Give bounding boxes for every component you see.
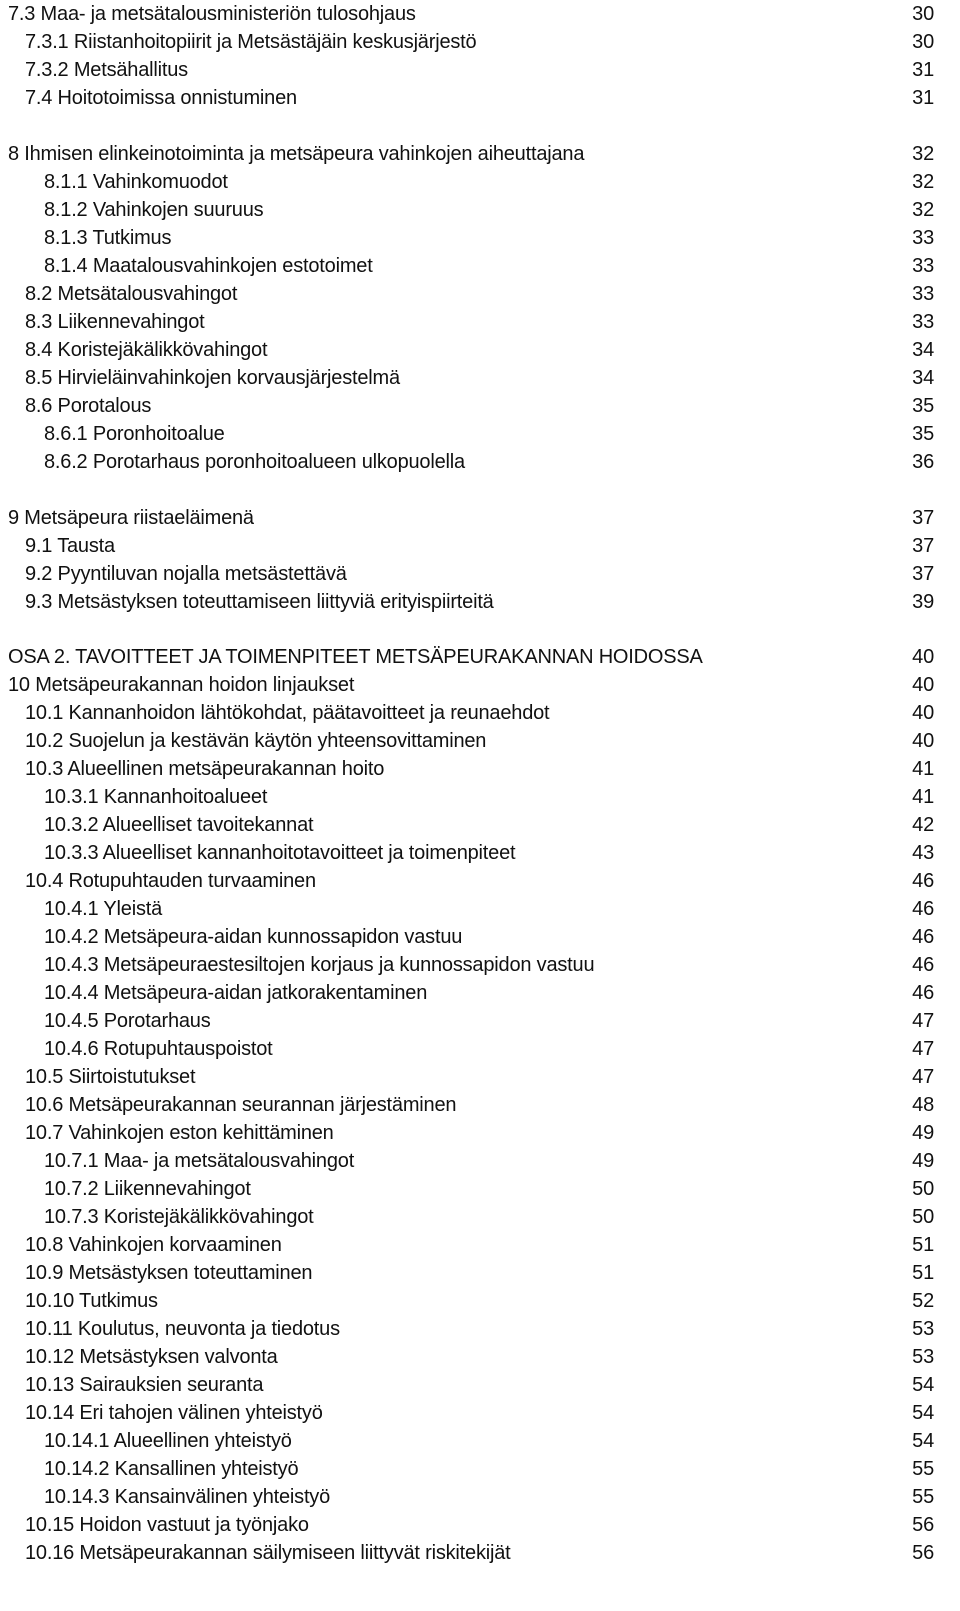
toc-entry-title: 10 Metsäpeurakannan hoidon linjaukset [8,674,355,696]
toc-entry-title: 10.7.3 Koristejäkälikkövahingot [44,1206,314,1228]
toc-entry-title: 10.14.3 Kansainvälinen yhteistyö [44,1486,331,1508]
toc-entry [0,755,960,783]
toc-entry-page-number: 33 [912,283,934,305]
toc-entry-page-number: 51 [912,1262,934,1284]
toc-entry-page-number: 54 [912,1402,934,1424]
toc-entry [0,811,960,839]
toc-entry-title: 7.3.1 Riistanhoitopiirit ja Metsästäjäin keskusjärjestö [25,31,477,53]
toc-entry-page-number: 46 [912,898,934,920]
toc-entry [0,0,960,28]
toc-entry [0,364,960,392]
toc-entry [0,308,960,336]
toc-entry-title: 8.1.4 Maatalousvahinkojen estotoimet [44,255,373,277]
toc-entry [0,1483,960,1511]
toc-entry-page-number: 55 [912,1486,934,1508]
toc-entry-page-number: 35 [912,395,934,417]
toc-entry-page-number: 32 [912,143,934,165]
toc-entry-page-number: 54 [912,1430,934,1452]
toc-entry [0,1371,960,1399]
toc-entry-title: 10.4.1 Yleistä [44,898,163,920]
toc-entry-page-number: 39 [912,591,934,613]
toc-entry-page-number: 53 [912,1318,934,1340]
toc-entry-page-number: 54 [912,1374,934,1396]
toc-entry-title: 8.6 Porotalous [25,395,152,417]
toc-entry-page-number: 34 [912,339,934,361]
toc-entry-title: 8.6.1 Poronhoitoalue [44,423,225,445]
toc-entry-title: 9.2 Pyyntiluvan nojalla metsästettävä [25,563,347,585]
toc-entry [0,699,960,727]
toc-entry [0,84,960,112]
toc-entry [0,951,960,979]
toc-entry [0,1455,960,1483]
toc-entry-page-number: 46 [912,954,934,976]
toc-entry-title: 8.5 Hirvieläinvahinkojen korvausjärjestelmä [25,367,400,389]
toc-entry-page-number: 43 [912,842,934,864]
toc-entry-title: 10.11 Koulutus, neuvonta ja tiedotus [25,1318,340,1340]
toc-entry-page-number: 46 [912,926,934,948]
toc-entry-title: 7.3.2 Metsähallitus [25,59,188,81]
toc-entry-title: 10.16 Metsäpeurakannan säilymiseen liittyvät riskitekijät [25,1542,511,1564]
toc-entry-page-number: 31 [912,87,934,109]
toc-entry-title: 9 Metsäpeura riistaeläimenä [8,507,254,529]
toc-entry [0,783,960,811]
toc-entry-title: 8.3 Liikennevahingot [25,311,205,333]
toc-entry-page-number: 49 [912,1122,934,1144]
toc-entry-page-number: 33 [912,255,934,277]
toc-entry [0,1147,960,1175]
toc-entry [0,1539,960,1567]
toc-entry-title: 10.14.2 Kansallinen yhteistyö [44,1458,299,1480]
toc-entry [0,1231,960,1259]
toc-entry-page-number: 56 [912,1542,934,1564]
toc-entry-page-number: 46 [912,870,934,892]
toc-entry-title: 10.13 Sairauksien seuranta [25,1374,264,1396]
toc-entry-page-number: 42 [912,814,934,836]
toc-entry-page-number: 46 [912,982,934,1004]
toc-entry-title: 10.7.2 Liikennevahingot [44,1178,251,1200]
toc-entry-page-number: 34 [912,367,934,389]
toc-entry-title: 7.4 Hoitotoimissa onnistuminen [25,87,297,109]
toc-entry [0,895,960,923]
toc-entry-title: 9.3 Metsästyksen toteuttamiseen liittyviä erityispiirteitä [25,591,494,613]
toc-entry [0,727,960,755]
toc-entry-title: 10.2 Suojelun ja kestävän käytön yhteensovittaminen [25,730,487,752]
toc-entry-page-number: 50 [912,1178,934,1200]
toc-entry [0,1511,960,1539]
toc-entry [0,140,960,168]
toc-entry-title: 8 Ihmisen elinkeinotoiminta ja metsäpeura vahinkojen aiheuttajana [8,143,585,165]
toc-entry-title: 10.4.3 Metsäpeuraestesiltojen korjaus ja kunnossapidon vastuu [44,954,595,976]
toc-entry-title: 10.9 Metsästyksen toteuttaminen [25,1262,313,1284]
toc-entry [0,867,960,895]
toc-entry-page-number: 47 [912,1010,934,1032]
toc-entry-title: 10.4.5 Porotarhaus [44,1010,211,1032]
toc-entry-page-number: 47 [912,1066,934,1088]
toc-entry [0,979,960,1007]
toc-entry-title: 10.10 Tutkimus [25,1290,158,1312]
toc-entry-title: 7.3 Maa- ja metsätalousministeriön tulosohjaus [8,3,416,25]
toc-entry-title: 10.3 Alueellinen metsäpeurakannan hoito [25,758,385,780]
toc-entry-title: 9.1 Tausta [25,535,115,557]
toc-entry [0,560,960,588]
toc-entry-page-number: 48 [912,1094,934,1116]
toc-entry [0,671,960,699]
toc-entry [0,448,960,476]
toc-entry [0,224,960,252]
toc-entry-page-number: 47 [912,1038,934,1060]
toc-entry [0,1063,960,1091]
toc-entry-page-number: 32 [912,171,934,193]
toc-entry-title: 10.14 Eri tahojen välinen yhteistyö [25,1402,323,1424]
toc-entry-title: 10.7.1 Maa- ja metsätalousvahingot [44,1150,355,1172]
toc-entry-title: 8.1.3 Tutkimus [44,227,172,249]
toc-entry [0,1287,960,1315]
toc-entry [0,588,960,616]
toc-entry [0,280,960,308]
toc-entry-title: 8.1.2 Vahinkojen suuruus [44,199,264,221]
toc-entry-title: 10.12 Metsästyksen valvonta [25,1346,278,1368]
toc-entry-page-number: 52 [912,1290,934,1312]
toc-entry-title: 10.3.3 Alueelliset kannanhoitotavoitteet ja toimenpiteet [44,842,516,864]
toc-entry-title: 10.6 Metsäpeurakannan seurannan järjestäminen [25,1094,457,1116]
toc-entry-page-number: 51 [912,1234,934,1256]
toc-entry [0,1399,960,1427]
toc-entry-page-number: 30 [912,31,934,53]
toc-entry-title: 8.1.1 Vahinkomuodot [44,171,228,193]
toc-entry-page-number: 36 [912,451,934,473]
toc-entry-page-number: 41 [912,758,934,780]
toc-entry-page-number: 33 [912,227,934,249]
toc-entry [0,196,960,224]
toc-entry-page-number: 35 [912,423,934,445]
toc-entry [0,1091,960,1119]
toc-entry [0,56,960,84]
toc-entry-page-number: 37 [912,563,934,585]
toc-entry-title: 10.4.2 Metsäpeura-aidan kunnossapidon vastuu [44,926,463,948]
toc-entry-title: 10.7 Vahinkojen eston kehittäminen [25,1122,334,1144]
toc-entry-title: 10.14.1 Alueellinen yhteistyö [44,1430,292,1452]
toc-entry-page-number: 30 [912,3,934,25]
toc-entry-title: 10.5 Siirtoistutukset [25,1066,196,1088]
toc-entry-title: OSA 2. TAVOITTEET JA TOIMENPITEET METSÄPEURAKANNAN HOIDOSSA [8,646,703,668]
toc-entry [0,168,960,196]
toc-entry-page-number: 37 [912,507,934,529]
toc-entry [0,532,960,560]
toc-entry [0,504,960,532]
toc-entry-page-number: 56 [912,1514,934,1536]
toc-entry [0,839,960,867]
toc-entry-page-number: 55 [912,1458,934,1480]
toc-entry-page-number: 31 [912,59,934,81]
toc-entry [0,1119,960,1147]
toc-entry-page-number: 41 [912,786,934,808]
toc-entry [0,923,960,951]
toc-entry-title: 8.2 Metsätalousvahingot [25,283,238,305]
toc-entry-title: 10.3.1 Kannanhoitoalueet [44,786,268,808]
toc-entry-page-number: 40 [912,702,934,724]
toc-entry [0,1259,960,1287]
toc-entry-page-number: 49 [912,1150,934,1172]
toc-entry-page-number: 33 [912,311,934,333]
toc-entry [0,1007,960,1035]
toc-entry [0,1315,960,1343]
toc-entry [0,28,960,56]
toc-entry-title: 10.4.4 Metsäpeura-aidan jatkorakentaminen [44,982,428,1004]
toc-entry-page-number: 40 [912,646,934,668]
toc-entry [0,1427,960,1455]
toc-entry-title: 10.3.2 Alueelliset tavoitekannat [44,814,314,836]
toc-entry-title: 10.1 Kannanhoidon lähtökohdat, päätavoitteet ja reunaehdot [25,702,550,724]
toc-entry-page-number: 32 [912,199,934,221]
toc-entry [0,252,960,280]
toc-entry-page-number: 37 [912,535,934,557]
toc-entry-title: 10.8 Vahinkojen korvaaminen [25,1234,282,1256]
toc-entry [0,420,960,448]
toc-entry [0,1343,960,1371]
toc-entry [0,1035,960,1063]
toc-entry [0,1175,960,1203]
toc-entry [0,1203,960,1231]
toc-entry-page-number: 40 [912,674,934,696]
toc-entry-page-number: 50 [912,1206,934,1228]
toc-entry-title: 8.4 Koristejäkälikkövahingot [25,339,268,361]
toc-entry-title: 10.15 Hoidon vastuut ja työnjako [25,1514,309,1536]
toc-entry [0,392,960,420]
toc-entry-title: 8.6.2 Porotarhaus poronhoitoalueen ulkopuolella [44,451,465,473]
toc-entry-page-number: 40 [912,730,934,752]
toc-entry-title: 10.4 Rotupuhtauden turvaaminen [25,870,316,892]
toc-entry [0,336,960,364]
toc-entry [0,643,960,671]
toc-entry-title: 10.4.6 Rotupuhtauspoistot [44,1038,273,1060]
toc-entry-page-number: 53 [912,1346,934,1368]
